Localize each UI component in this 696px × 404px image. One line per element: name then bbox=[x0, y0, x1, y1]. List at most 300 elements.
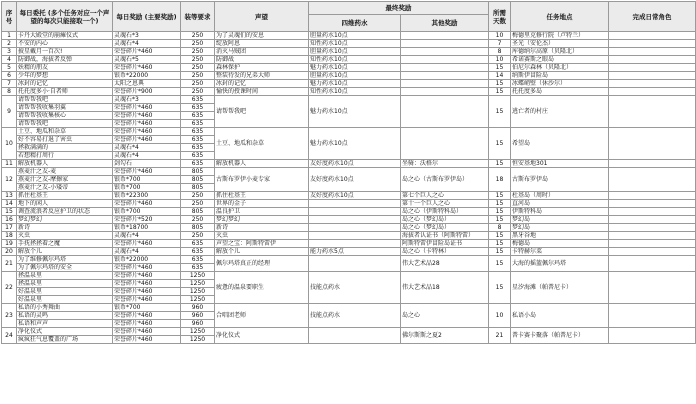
cell-task: 好温泉里 bbox=[17, 288, 113, 296]
cell-gear: 1250 bbox=[181, 328, 215, 336]
cell-task: 请帮帮我吧 bbox=[17, 96, 113, 104]
cell-days: 21 bbox=[489, 328, 511, 344]
cell-rep: 愉快的授课时间 bbox=[215, 88, 309, 96]
cell-role bbox=[609, 232, 696, 240]
cell-potion bbox=[309, 216, 401, 224]
cell-reward: 荣誉碎片*460 bbox=[113, 200, 181, 208]
task-sheet bbox=[1, 1, 695, 402]
cell-gear: 635 bbox=[181, 104, 215, 112]
cell-reward: 荣誉碎片*460 bbox=[113, 280, 181, 288]
cell-gear: 1250 bbox=[181, 336, 215, 344]
cell-task: 冰封的记忆 bbox=[17, 80, 113, 88]
cell-potion bbox=[309, 256, 401, 272]
header-other: 其他奖励 bbox=[401, 15, 489, 32]
cell-location: 伯尼尔森林（贝隆北） bbox=[511, 64, 609, 72]
cell-other bbox=[401, 56, 489, 64]
cell-gear: 250 bbox=[181, 80, 215, 88]
cell-role bbox=[609, 304, 696, 328]
cell-reward: 荣誉碎片*460 bbox=[113, 272, 181, 280]
cell-gear: 250 bbox=[181, 32, 215, 40]
cell-potion: 友好度药水10点 bbox=[309, 168, 401, 192]
cell-no: 20 bbox=[2, 248, 17, 256]
cell-role bbox=[609, 88, 696, 96]
cell-role bbox=[609, 272, 696, 304]
cell-reward: 灵魂石*3 bbox=[113, 96, 181, 104]
cell-task: 请帮帮我吧 bbox=[17, 120, 113, 128]
cell-role bbox=[609, 80, 696, 88]
cell-task: 为了维修佩尔玛塔 bbox=[17, 256, 113, 264]
cell-potion bbox=[309, 232, 401, 240]
cell-other bbox=[401, 128, 489, 160]
cell-no: 9 bbox=[2, 96, 17, 128]
cell-potion: 魅力药水10点 bbox=[309, 96, 401, 128]
cell-gear: 635 bbox=[181, 256, 215, 264]
cell-reward: 银币*700 bbox=[113, 304, 181, 312]
cell-reward: 荣誉碎片*460 bbox=[113, 336, 181, 344]
cell-reward: 荣誉碎片*460 bbox=[113, 296, 181, 304]
cell-location: 古斯布罗伊岛 bbox=[511, 168, 609, 192]
cell-no: 4 bbox=[2, 56, 17, 64]
cell-no: 21 bbox=[2, 256, 17, 272]
cell-days: 15 bbox=[489, 160, 511, 168]
cell-role bbox=[609, 168, 696, 192]
cell-role bbox=[609, 200, 696, 208]
header-task: 每日委托 (多个任务对应一个声望的每次只能接取一个) bbox=[17, 2, 113, 32]
cell-location: 库德纳尔高原（贝隆北） bbox=[511, 48, 609, 56]
table-row bbox=[2, 208, 696, 216]
cell-days: 15 bbox=[489, 208, 511, 216]
cell-rep: 新诗 bbox=[215, 224, 309, 232]
cell-no: 24 bbox=[2, 328, 17, 344]
cell-days: 15 bbox=[489, 240, 511, 248]
cell-potion: 胆量药水10点 bbox=[309, 72, 401, 80]
cell-rep: 合唱团老师 bbox=[215, 304, 309, 328]
cell-no: 12 bbox=[2, 168, 17, 192]
cell-location: 直河岛 bbox=[511, 200, 609, 208]
cell-location: 大海的摇篮佩尔玛塔 bbox=[511, 256, 609, 272]
cell-role bbox=[609, 48, 696, 56]
cell-location: 恒安基地301 bbox=[511, 160, 609, 168]
cell-rep: 温良护卫 bbox=[215, 208, 309, 216]
cell-reward: 银币*700 bbox=[113, 208, 181, 216]
cell-reward: 银币*700 bbox=[113, 184, 181, 192]
cell-days: 15 bbox=[489, 256, 511, 272]
cell-potion: 技能点药水 bbox=[309, 272, 401, 304]
cell-task: 燕麦汁之友-小矮帝 bbox=[17, 184, 113, 192]
cell-potion: 胆量药水10点 bbox=[309, 32, 401, 40]
cell-role bbox=[609, 192, 696, 200]
cell-role bbox=[609, 216, 696, 224]
cell-reward: 荣誉碎片*460 bbox=[113, 240, 181, 248]
cell-gear: 635 bbox=[181, 152, 215, 160]
cell-other bbox=[401, 96, 489, 128]
cell-location: 普卡赛卡聚落（帕普尼卡） bbox=[511, 328, 609, 344]
cell-location: 逃亡者的村庄 bbox=[511, 96, 609, 128]
cell-other: 岛之心（伊斯特科岛） bbox=[401, 208, 489, 216]
cell-rep: 森林保护 bbox=[215, 64, 309, 72]
cell-potion: 知性药水10点 bbox=[309, 56, 401, 64]
header-reward: 每日奖励 (主要奖励) bbox=[113, 2, 181, 32]
header-potion: 四维药水 bbox=[309, 15, 401, 32]
cell-potion bbox=[309, 328, 401, 344]
cell-days: 15 bbox=[489, 192, 511, 200]
cell-days: 8 bbox=[489, 224, 511, 232]
cell-gear: 250 bbox=[181, 64, 215, 72]
cell-task: 抓住杜基王 bbox=[17, 192, 113, 200]
cell-no: 23 bbox=[2, 304, 17, 328]
cell-gear: 635 bbox=[181, 120, 215, 128]
cell-no: 14 bbox=[2, 200, 17, 208]
cell-no: 1 bbox=[2, 32, 17, 40]
cell-reward: 银币*22000 bbox=[113, 256, 181, 264]
cell-gear: 805 bbox=[181, 176, 215, 184]
cell-rep: 冰封的记忆 bbox=[215, 80, 309, 88]
cell-location: 纳斯伊冒险岛 bbox=[511, 72, 609, 80]
cell-no: 16 bbox=[2, 216, 17, 224]
header-days: 所需天数 bbox=[489, 2, 511, 32]
cell-other bbox=[401, 48, 489, 56]
cell-rep: 整装待发的兄弟大师 bbox=[215, 72, 309, 80]
table-row bbox=[2, 328, 696, 336]
cell-potion: 知性药水10点 bbox=[309, 88, 401, 96]
cell-potion bbox=[309, 208, 401, 216]
cell-rep: 解放个儿 bbox=[215, 248, 309, 256]
cell-potion: 知性药水10点 bbox=[309, 40, 401, 48]
cell-location: 梅德岛 bbox=[511, 240, 609, 248]
cell-location: 私语小岛 bbox=[511, 304, 609, 328]
cell-other: 岛之心（古斯布罗伊岛） bbox=[401, 168, 489, 192]
table-row bbox=[2, 192, 696, 200]
cell-task: 不安的内心 bbox=[17, 40, 113, 48]
cell-other bbox=[401, 72, 489, 80]
cell-task: 托托度多小·自者师 bbox=[17, 88, 113, 96]
cell-task: 私语和声声 bbox=[17, 320, 113, 328]
cell-reward: 银币*18700 bbox=[113, 224, 181, 232]
cell-role bbox=[609, 224, 696, 232]
cell-days: 8 bbox=[489, 48, 511, 56]
table-row bbox=[2, 160, 696, 168]
cell-task: 解放机器人 bbox=[17, 160, 113, 168]
cell-role bbox=[609, 72, 696, 80]
cell-task: 若想精打周行 bbox=[17, 152, 113, 160]
cell-task: 私语的灵鸣 bbox=[17, 312, 113, 320]
cell-reward: 荣誉碎片*460 bbox=[113, 120, 181, 128]
cell-gear: 250 bbox=[181, 216, 215, 224]
table-row bbox=[2, 248, 696, 256]
daily-task-table bbox=[1, 1, 696, 344]
cell-rep: 绽放阿恩 bbox=[215, 40, 309, 48]
cell-location: 希诺赛斯之眼岛 bbox=[511, 56, 609, 64]
cell-task: 披星戴月一百次! bbox=[17, 48, 113, 56]
cell-reward: 荣誉碎片*460 bbox=[113, 168, 181, 176]
cell-reward: 银币*22000 bbox=[113, 72, 181, 80]
cell-gear: 1250 bbox=[181, 280, 215, 288]
header-gear: 装等要求 bbox=[181, 2, 215, 32]
cell-no: 22 bbox=[2, 272, 17, 304]
cell-days: 18 bbox=[489, 168, 511, 192]
cell-gear: 635 bbox=[181, 96, 215, 104]
cell-rep: 佩尔玛塔真正的经理 bbox=[215, 256, 309, 272]
cell-days: 15 bbox=[489, 64, 511, 72]
cell-potion: 魅力药水10点 bbox=[309, 80, 401, 88]
cell-reward: 荣誉碎片*460 bbox=[113, 48, 181, 56]
cell-task: 请帮帮我收集核心 bbox=[17, 112, 113, 120]
cell-rep: 防御战 bbox=[215, 56, 309, 64]
cell-task: 私语的小秀舞曲 bbox=[17, 304, 113, 312]
cell-role bbox=[609, 56, 696, 64]
cell-rep: 请帮帮我吧 bbox=[215, 96, 309, 128]
table-body bbox=[2, 32, 696, 344]
cell-other bbox=[401, 64, 489, 72]
cell-no: 13 bbox=[2, 192, 17, 200]
table-row bbox=[2, 256, 696, 264]
cell-role bbox=[609, 32, 696, 40]
cell-other bbox=[401, 40, 489, 48]
cell-task: 好不容易打退了害虫 bbox=[17, 136, 113, 144]
cell-days: 15 bbox=[489, 200, 511, 208]
cell-reward: 荣誉碎片*460 bbox=[113, 136, 181, 144]
cell-task: 疯疯狂气息覆盖的广场 bbox=[17, 336, 113, 344]
table-row bbox=[2, 64, 696, 72]
cell-no: 2 bbox=[2, 40, 17, 48]
header-location: 任务地点 bbox=[511, 2, 609, 32]
cell-no: 17 bbox=[2, 224, 17, 232]
cell-gear: 805 bbox=[181, 184, 215, 192]
table-row bbox=[2, 240, 696, 248]
cell-gear: 960 bbox=[181, 312, 215, 320]
cell-no: 19 bbox=[2, 240, 17, 248]
cell-days: 15 bbox=[489, 216, 511, 224]
cell-reward: 灵魂石*4 bbox=[113, 152, 181, 160]
cell-location: 黑牙谷地 bbox=[511, 232, 609, 240]
cell-task: 地下的闲人 bbox=[17, 200, 113, 208]
cell-task: 卡丹大殿堂的崩瘫仪式 bbox=[17, 32, 113, 40]
cell-task: 土豆、地瓜和杂草 bbox=[17, 128, 113, 136]
cell-reward: 灵魂石*4 bbox=[113, 144, 181, 152]
cell-reward: 荣誉碎片*460 bbox=[113, 312, 181, 320]
cell-rep: 声望之宝：阿斯特雷伊 bbox=[215, 240, 309, 248]
table-row bbox=[2, 88, 696, 96]
cell-location: 星汐海滩（帕普尼卡） bbox=[511, 272, 609, 304]
cell-reward: 荣誉碎片*460 bbox=[113, 104, 181, 112]
cell-reward: 灵魂石*4 bbox=[113, 248, 181, 256]
cell-rep: 梦幻梦幻 bbox=[215, 216, 309, 224]
table-row bbox=[2, 304, 696, 312]
cell-location: 梅德里克修行院（卢特兰） bbox=[511, 32, 609, 40]
cell-location: 伊斯特科岛 bbox=[511, 208, 609, 216]
cell-days: 10 bbox=[489, 304, 511, 328]
cell-days: 15 bbox=[489, 80, 511, 88]
cell-role bbox=[609, 240, 696, 248]
cell-gear: 250 bbox=[181, 48, 215, 56]
cell-task: 灭虫 bbox=[17, 232, 113, 240]
cell-days: 15 bbox=[489, 96, 511, 128]
cell-gear: 250 bbox=[181, 40, 215, 48]
cell-reward: 荣誉碎片*460 bbox=[113, 328, 181, 336]
cell-role bbox=[609, 208, 696, 216]
cell-potion: 技能点药水 bbox=[309, 304, 401, 328]
cell-rep: 抓住杜基王 bbox=[215, 192, 309, 200]
cell-task: 妖精的朋友 bbox=[17, 64, 113, 72]
cell-potion bbox=[309, 240, 401, 248]
cell-rep: 净化仪式 bbox=[215, 328, 309, 344]
cell-role bbox=[609, 160, 696, 168]
cell-reward: 灵魂石*4 bbox=[113, 232, 181, 240]
cell-gear: 250 bbox=[181, 88, 215, 96]
cell-potion: 魅力药水10点 bbox=[309, 64, 401, 72]
header-row-1 bbox=[2, 2, 696, 15]
cell-reward: 荣誉碎片*460 bbox=[113, 64, 181, 72]
cell-potion: 能力药水5点 bbox=[309, 248, 401, 256]
cell-other: 坐骑：沃格尔 bbox=[401, 160, 489, 168]
cell-other bbox=[401, 32, 489, 40]
cell-location: 冰蝶峭壁（休沙尔） bbox=[511, 80, 609, 88]
cell-other: 海拔者认证书（阿斯特雷） bbox=[401, 232, 489, 240]
table-row bbox=[2, 56, 696, 64]
cell-task: 拯温泉里 bbox=[17, 280, 113, 288]
cell-days: 15 bbox=[489, 128, 511, 160]
cell-days: 15 bbox=[489, 248, 511, 256]
cell-task: 燕麦汁之友-摩擦家 bbox=[17, 176, 113, 184]
cell-other: 佛尔斯斯之夏2 bbox=[401, 328, 489, 344]
cell-days: 15 bbox=[489, 272, 511, 304]
cell-other: 岛之心（梦幻岛） bbox=[401, 216, 489, 224]
table-row bbox=[2, 216, 696, 224]
cell-no: 8 bbox=[2, 88, 17, 96]
cell-potion: 友好度药水10点 bbox=[309, 160, 401, 168]
cell-other: 第十一个巨人之心 bbox=[401, 200, 489, 208]
cell-potion bbox=[309, 200, 401, 208]
cell-reward: 灵魂石*3 bbox=[113, 32, 181, 40]
cell-other: 伟大艺术品18 bbox=[401, 272, 489, 304]
cell-gear: 635 bbox=[181, 248, 215, 256]
cell-reward: 荣誉碎片*460 bbox=[113, 320, 181, 328]
cell-reward: 剑勾石 bbox=[113, 160, 181, 168]
cell-days: 10 bbox=[489, 56, 511, 64]
cell-no: 11 bbox=[2, 160, 17, 168]
cell-gear: 635 bbox=[181, 128, 215, 136]
cell-reward: 荣誉碎片*460 bbox=[113, 128, 181, 136]
cell-potion: 友好度药水10点 bbox=[309, 192, 401, 200]
cell-potion bbox=[309, 224, 401, 232]
table-row bbox=[2, 272, 696, 280]
cell-reward: 荣誉碎片*460 bbox=[113, 112, 181, 120]
cell-other: 岛之心 bbox=[401, 304, 489, 328]
cell-gear: 250 bbox=[181, 56, 215, 64]
cell-task: 为了佩尔玛塔的安全 bbox=[17, 264, 113, 272]
cell-role bbox=[609, 64, 696, 72]
cell-gear: 960 bbox=[181, 304, 215, 312]
cell-no: 7 bbox=[2, 80, 17, 88]
cell-gear: 1250 bbox=[181, 296, 215, 304]
cell-gear: 1250 bbox=[181, 288, 215, 296]
cell-location: 希望岛 bbox=[511, 128, 609, 160]
table-row bbox=[2, 168, 696, 176]
table-row bbox=[2, 224, 696, 232]
cell-rep: 消灭马贼团 bbox=[215, 48, 309, 56]
cell-no: 10 bbox=[2, 128, 17, 160]
cell-no: 3 bbox=[2, 48, 17, 56]
table-row bbox=[2, 200, 696, 208]
cell-role bbox=[609, 40, 696, 48]
cell-task: 少年的梦想 bbox=[17, 72, 113, 80]
cell-reward: 荣誉碎片*900 bbox=[113, 88, 181, 96]
cell-task: 拯救满满的 bbox=[17, 144, 113, 152]
cell-potion: 魅力药水10点 bbox=[309, 128, 401, 160]
cell-task: 燕麦汁之友-麦 bbox=[17, 168, 113, 176]
cell-reward: 太阳之恩典 bbox=[113, 80, 181, 88]
cell-other: 伟大艺术品28 bbox=[401, 256, 489, 272]
cell-other: 岛之心（梦幻岛） bbox=[401, 224, 489, 232]
cell-gear: 250 bbox=[181, 232, 215, 240]
cell-role bbox=[609, 96, 696, 128]
cell-role bbox=[609, 328, 696, 344]
cell-task: 手抚拯拯着之魔 bbox=[17, 240, 113, 248]
cell-reward: 灵魂石*5 bbox=[113, 56, 181, 64]
header-final: 最终奖励 bbox=[309, 2, 489, 15]
cell-days: 7 bbox=[489, 40, 511, 48]
cell-task: 新诗 bbox=[17, 224, 113, 232]
cell-reward: 灵魂石*4 bbox=[113, 40, 181, 48]
cell-rep: 解放机器人 bbox=[215, 160, 309, 168]
cell-reward: 荣誉碎片*520 bbox=[113, 216, 181, 224]
cell-other bbox=[401, 80, 489, 88]
cell-gear: 635 bbox=[181, 264, 215, 272]
cell-other: 岛之心（卡特林） bbox=[401, 248, 489, 256]
cell-location: 卡特赫尔菜 bbox=[511, 248, 609, 256]
cell-task: 解放个儿 bbox=[17, 248, 113, 256]
cell-rep: 世界的金子 bbox=[215, 200, 309, 208]
cell-task: 拯温泉里 bbox=[17, 272, 113, 280]
cell-gear: 250 bbox=[181, 192, 215, 200]
cell-gear: 635 bbox=[181, 112, 215, 120]
cell-role bbox=[609, 128, 696, 160]
table-row bbox=[2, 128, 696, 136]
header-no: 序号 bbox=[2, 2, 17, 32]
cell-days: 15 bbox=[489, 88, 511, 96]
cell-location: 杜基岛（周时） bbox=[511, 192, 609, 200]
cell-no: 6 bbox=[2, 72, 17, 80]
cell-gear: 805 bbox=[181, 208, 215, 216]
cell-task: 防御战，海拔者反弹 bbox=[17, 56, 113, 64]
cell-gear: 805 bbox=[181, 168, 215, 176]
cell-gear: 635 bbox=[181, 240, 215, 248]
cell-task: 净化仪式 bbox=[17, 328, 113, 336]
cell-reward: 荣誉碎片*460 bbox=[113, 288, 181, 296]
cell-rep: 土豆、地瓜和杂草 bbox=[215, 128, 309, 160]
cell-reward: 荣誉碎片*460 bbox=[113, 264, 181, 272]
cell-location: 梦幻岛 bbox=[511, 216, 609, 224]
cell-task: 请帮帮我收集羽翼 bbox=[17, 104, 113, 112]
cell-location: 圣光（安伦杰） bbox=[511, 40, 609, 48]
cell-other: 阿斯特雷伊冒险岛证书 bbox=[401, 240, 489, 248]
table-row bbox=[2, 32, 696, 40]
cell-gear: 960 bbox=[181, 320, 215, 328]
cell-task: 调查流浪者反应护卫的状态 bbox=[17, 208, 113, 216]
cell-task: 好温泉里 bbox=[17, 296, 113, 304]
cell-no: 15 bbox=[2, 208, 17, 216]
cell-task: 梦幻梦幻 bbox=[17, 216, 113, 224]
cell-other bbox=[401, 88, 489, 96]
header-role: 完成日常角色 bbox=[609, 2, 696, 32]
table-row bbox=[2, 40, 696, 48]
cell-days: 14 bbox=[489, 72, 511, 80]
cell-rep: 灭虫 bbox=[215, 232, 309, 240]
cell-rep: 古斯布罗伊小麦专家 bbox=[215, 168, 309, 192]
table-row bbox=[2, 80, 696, 88]
cell-no: 5 bbox=[2, 64, 17, 72]
cell-no: 18 bbox=[2, 232, 17, 240]
